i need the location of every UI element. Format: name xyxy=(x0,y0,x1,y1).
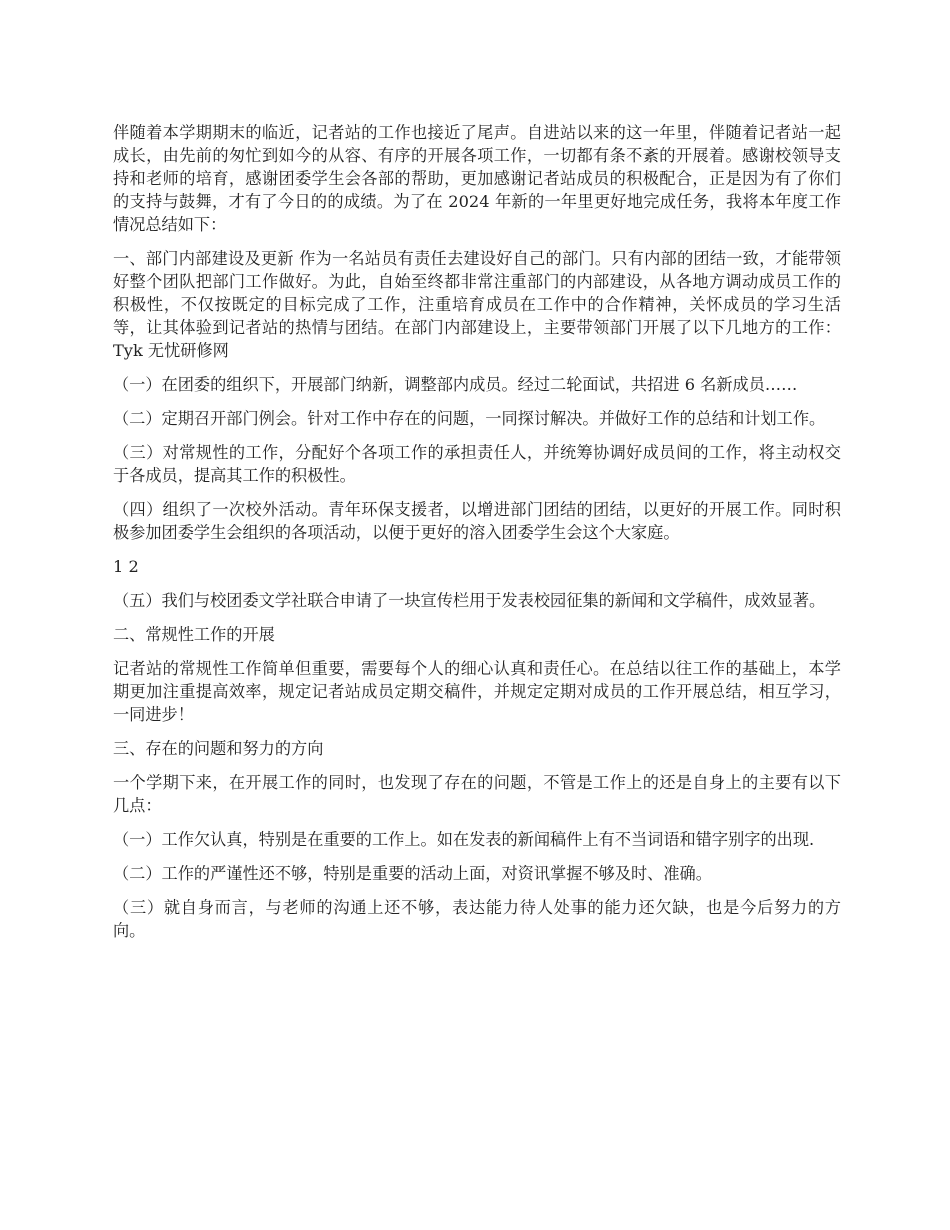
problem-1-paragraph: （一）工作欠认真，特别是在重要的工作上。如在发表的新闻稿件上有不当词语和错字别字的出现. xyxy=(113,830,815,849)
section-2-heading: 二、常规性工作的开展 xyxy=(113,625,275,644)
section-3-heading: 三、存在的问题和努力的方向 xyxy=(113,739,324,758)
section-3-paragraph: 一个学期下来，在开展工作的同时，也发现了存在的问题，不管是工作上的还是自身上的主要有以下几点： xyxy=(113,773,841,815)
page-marker: 1 2 xyxy=(113,557,139,576)
problem-2-paragraph: （二）工作的严谨性还不够，特别是重要的活动上面，对资讯掌握不够及时、准确。 xyxy=(113,864,712,883)
item-2-paragraph: （二）定期召开部门例会。针对工作中存在的问题，一同探讨解决。并做好工作的总结和计划工作。 xyxy=(113,409,826,428)
intro-paragraph: 伴随着本学期期末的临近，记者站的工作也接近了尾声。自进站以来的这一年里，伴随着记者站一起成长，由先前的匆忙到如今的从容、有序的开展各项工作，一切都有条不紊的开展着。感谢校领导支持和老师的培育，感谢团委学生会各部的帮助，更加感谢记者站成员的积极配合，正是因为有了你们的支持与鼓舞，才有了今日的的成绩。为了在 2024 年新的一年里更好地完成任务，我将本年度工作情况总结如下： xyxy=(113,123,841,234)
section-1-paragraph: 一、部门内部建设及更新 作为一名站员有责任去建设好自己的部门。只有内部的团结一致，才能带领好整个团队把部门工作做好。为此，自始至终都非常注重部门的内部建设，从各地方调动成员工作的积极性，不仅按既定的目标完成了工作，注重培育成员在工作中的合作精神，关怀成员的学习生活等，让其体验到记者站的热情与团结。在部门内部建设上，主要带领部门开展了以下几地方的工作：Tyk 无忧研修网 xyxy=(113,249,841,360)
section-2-paragraph: 记者站的常规性工作简单但重要，需要每个人的细心认真和责任心。在总结以往工作的基础上，本学期更加注重提高效率，规定记者站成员定期交稿件，并规定定期对成员的工作开展总结，相互学习，一同进步！ xyxy=(113,659,841,724)
item-5-paragraph: （五）我们与校团委文学社联合申请了一块宣传栏用于发表校园征集的新闻和文学稿件，成效显著。 xyxy=(113,591,826,610)
item-3-paragraph: （三）对常规性的工作，分配好个各项工作的承担责任人，并统筹协调好成员间的工作，将主动权交于各成员，提高其工作的积极性。 xyxy=(113,443,841,485)
item-1-paragraph: （一）在团委的组织下，开展部门纳新，调整部内成员。经过二轮面试，共招进 6 名新成员…… xyxy=(113,375,798,394)
problem-3-paragraph: （三）就自身而言，与老师的沟通上还不够，表达能力待人处事的能力还欠缺，也是今后努力的方向。 xyxy=(113,898,841,940)
document-body xyxy=(113,121,841,953)
item-4-paragraph: （四）组织了一次校外活动。青年环保支援者，以增进部门团结的团结，以更好的开展工作。同时积极参加团委学生会组织的各项活动，以便于更好的溶入团委学生会这个大家庭。 xyxy=(113,500,841,542)
